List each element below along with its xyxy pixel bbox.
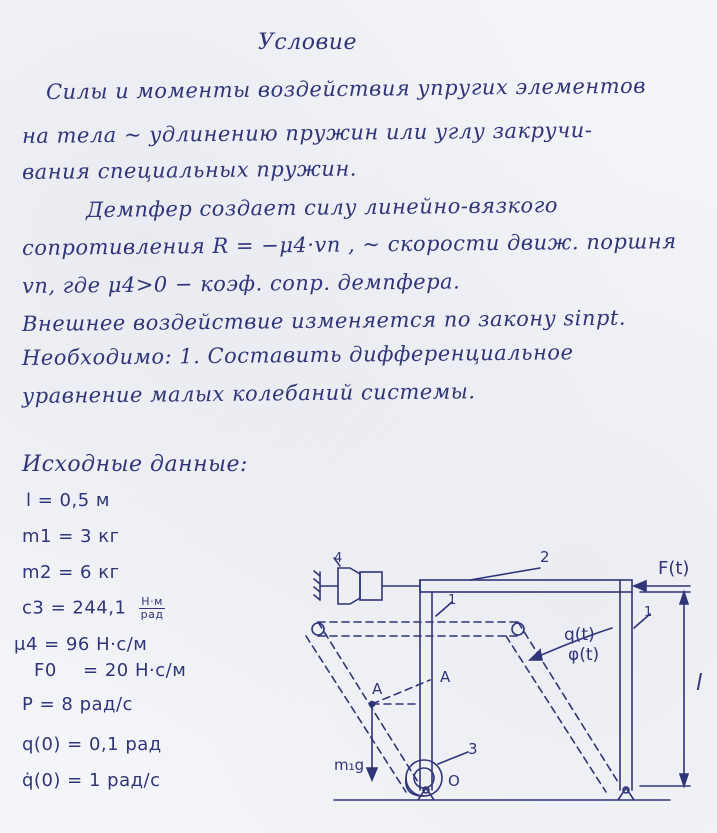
label-A-right: A [440, 668, 451, 686]
unit-numerator: Н·м [141, 595, 163, 608]
condition-line-6: vп, где μ4>0 − коэф. сопр. демпфера. [21, 269, 461, 298]
label-bar: 2 [540, 548, 550, 566]
param-name: m2 [22, 562, 52, 583]
param-value: = 96 Н·с/м [44, 634, 148, 655]
param-name: μ4 [14, 634, 38, 655]
force-arrow [634, 581, 690, 591]
condition-line-2: на тела ~ удлинению пружин или углу закручи- [21, 118, 593, 148]
label-rod-right: 1 [644, 605, 653, 620]
label-A-left: A [372, 680, 383, 698]
unit-fraction [139, 596, 166, 621]
param-f0 [34, 660, 186, 681]
unit-denominator: рад [140, 608, 164, 621]
label-weight: m₁g [334, 756, 365, 774]
param-p [22, 694, 133, 715]
param-m2 [22, 562, 120, 583]
param-name: q̇(0) [22, 770, 61, 791]
param-name: q(0) [22, 734, 61, 755]
bar-2 [420, 568, 632, 592]
torsion-spring [406, 752, 468, 796]
damper [314, 558, 420, 604]
label-phi: φ(t) [568, 645, 600, 665]
rod-left [420, 580, 452, 790]
condition-line-9: уравнение малых колебаний системы. [21, 379, 476, 408]
param-qdot0 [22, 770, 161, 791]
condition-line-3: вания специальных пружин. [21, 156, 358, 184]
param-value: = 8 рад/с [39, 694, 133, 715]
param-c3 [22, 596, 166, 621]
label-q: q(t) [564, 625, 595, 645]
pivot-top-right [512, 623, 524, 635]
label-force: F(t) [658, 558, 690, 579]
label-damper: 4 [334, 551, 343, 566]
param-name: P [22, 694, 34, 715]
label-length: l [696, 671, 703, 696]
condition-line-7: Внешнее воздействие изменяется по закону sinpt. [21, 305, 627, 336]
condition-line-4: Демпфер создает силу линейно-вязкого [85, 193, 559, 222]
param-value: = 6 кг [58, 562, 120, 583]
param-m1 [22, 526, 120, 547]
given-heading: Исходные данные: [22, 452, 248, 477]
param-mu4 [14, 634, 147, 655]
param-value: = 0,1 рад [67, 734, 162, 755]
param-q0 [22, 734, 162, 755]
condition-line-5: сопротивления R = −μ4·vп , ~ скорости движ. поршня [21, 229, 677, 260]
param-value: = 3 кг [58, 526, 120, 547]
rod-right [620, 580, 653, 790]
condition-line-8: Необходимо: 1. Составить дифференциальное [21, 340, 574, 370]
label-origin: O [448, 772, 460, 790]
length-dimension [640, 592, 690, 786]
param-value: = 1 рад/с [67, 770, 161, 791]
param-l [26, 490, 110, 511]
angle-arc [530, 628, 612, 660]
ground [334, 787, 670, 800]
angle-arrowhead [530, 650, 542, 660]
label-rod-left: 1 [448, 593, 457, 608]
displaced-position [306, 622, 618, 792]
page-title: Условие [258, 30, 357, 55]
label-spring: 3 [468, 740, 478, 758]
param-value: = 244,1 [50, 597, 127, 619]
weight-arrow [367, 702, 377, 781]
pivot-top-left [312, 623, 324, 635]
param-name: l [26, 490, 32, 511]
param-name: F0 [34, 660, 57, 681]
condition-line-1: Силы и моменты воздействия упругих элементов [45, 73, 647, 104]
param-name: c3 [22, 597, 45, 619]
param-value: = 20 Н·с/м [83, 660, 187, 681]
param-name: m1 [22, 526, 52, 547]
param-value: = 0,5 м [37, 490, 110, 511]
